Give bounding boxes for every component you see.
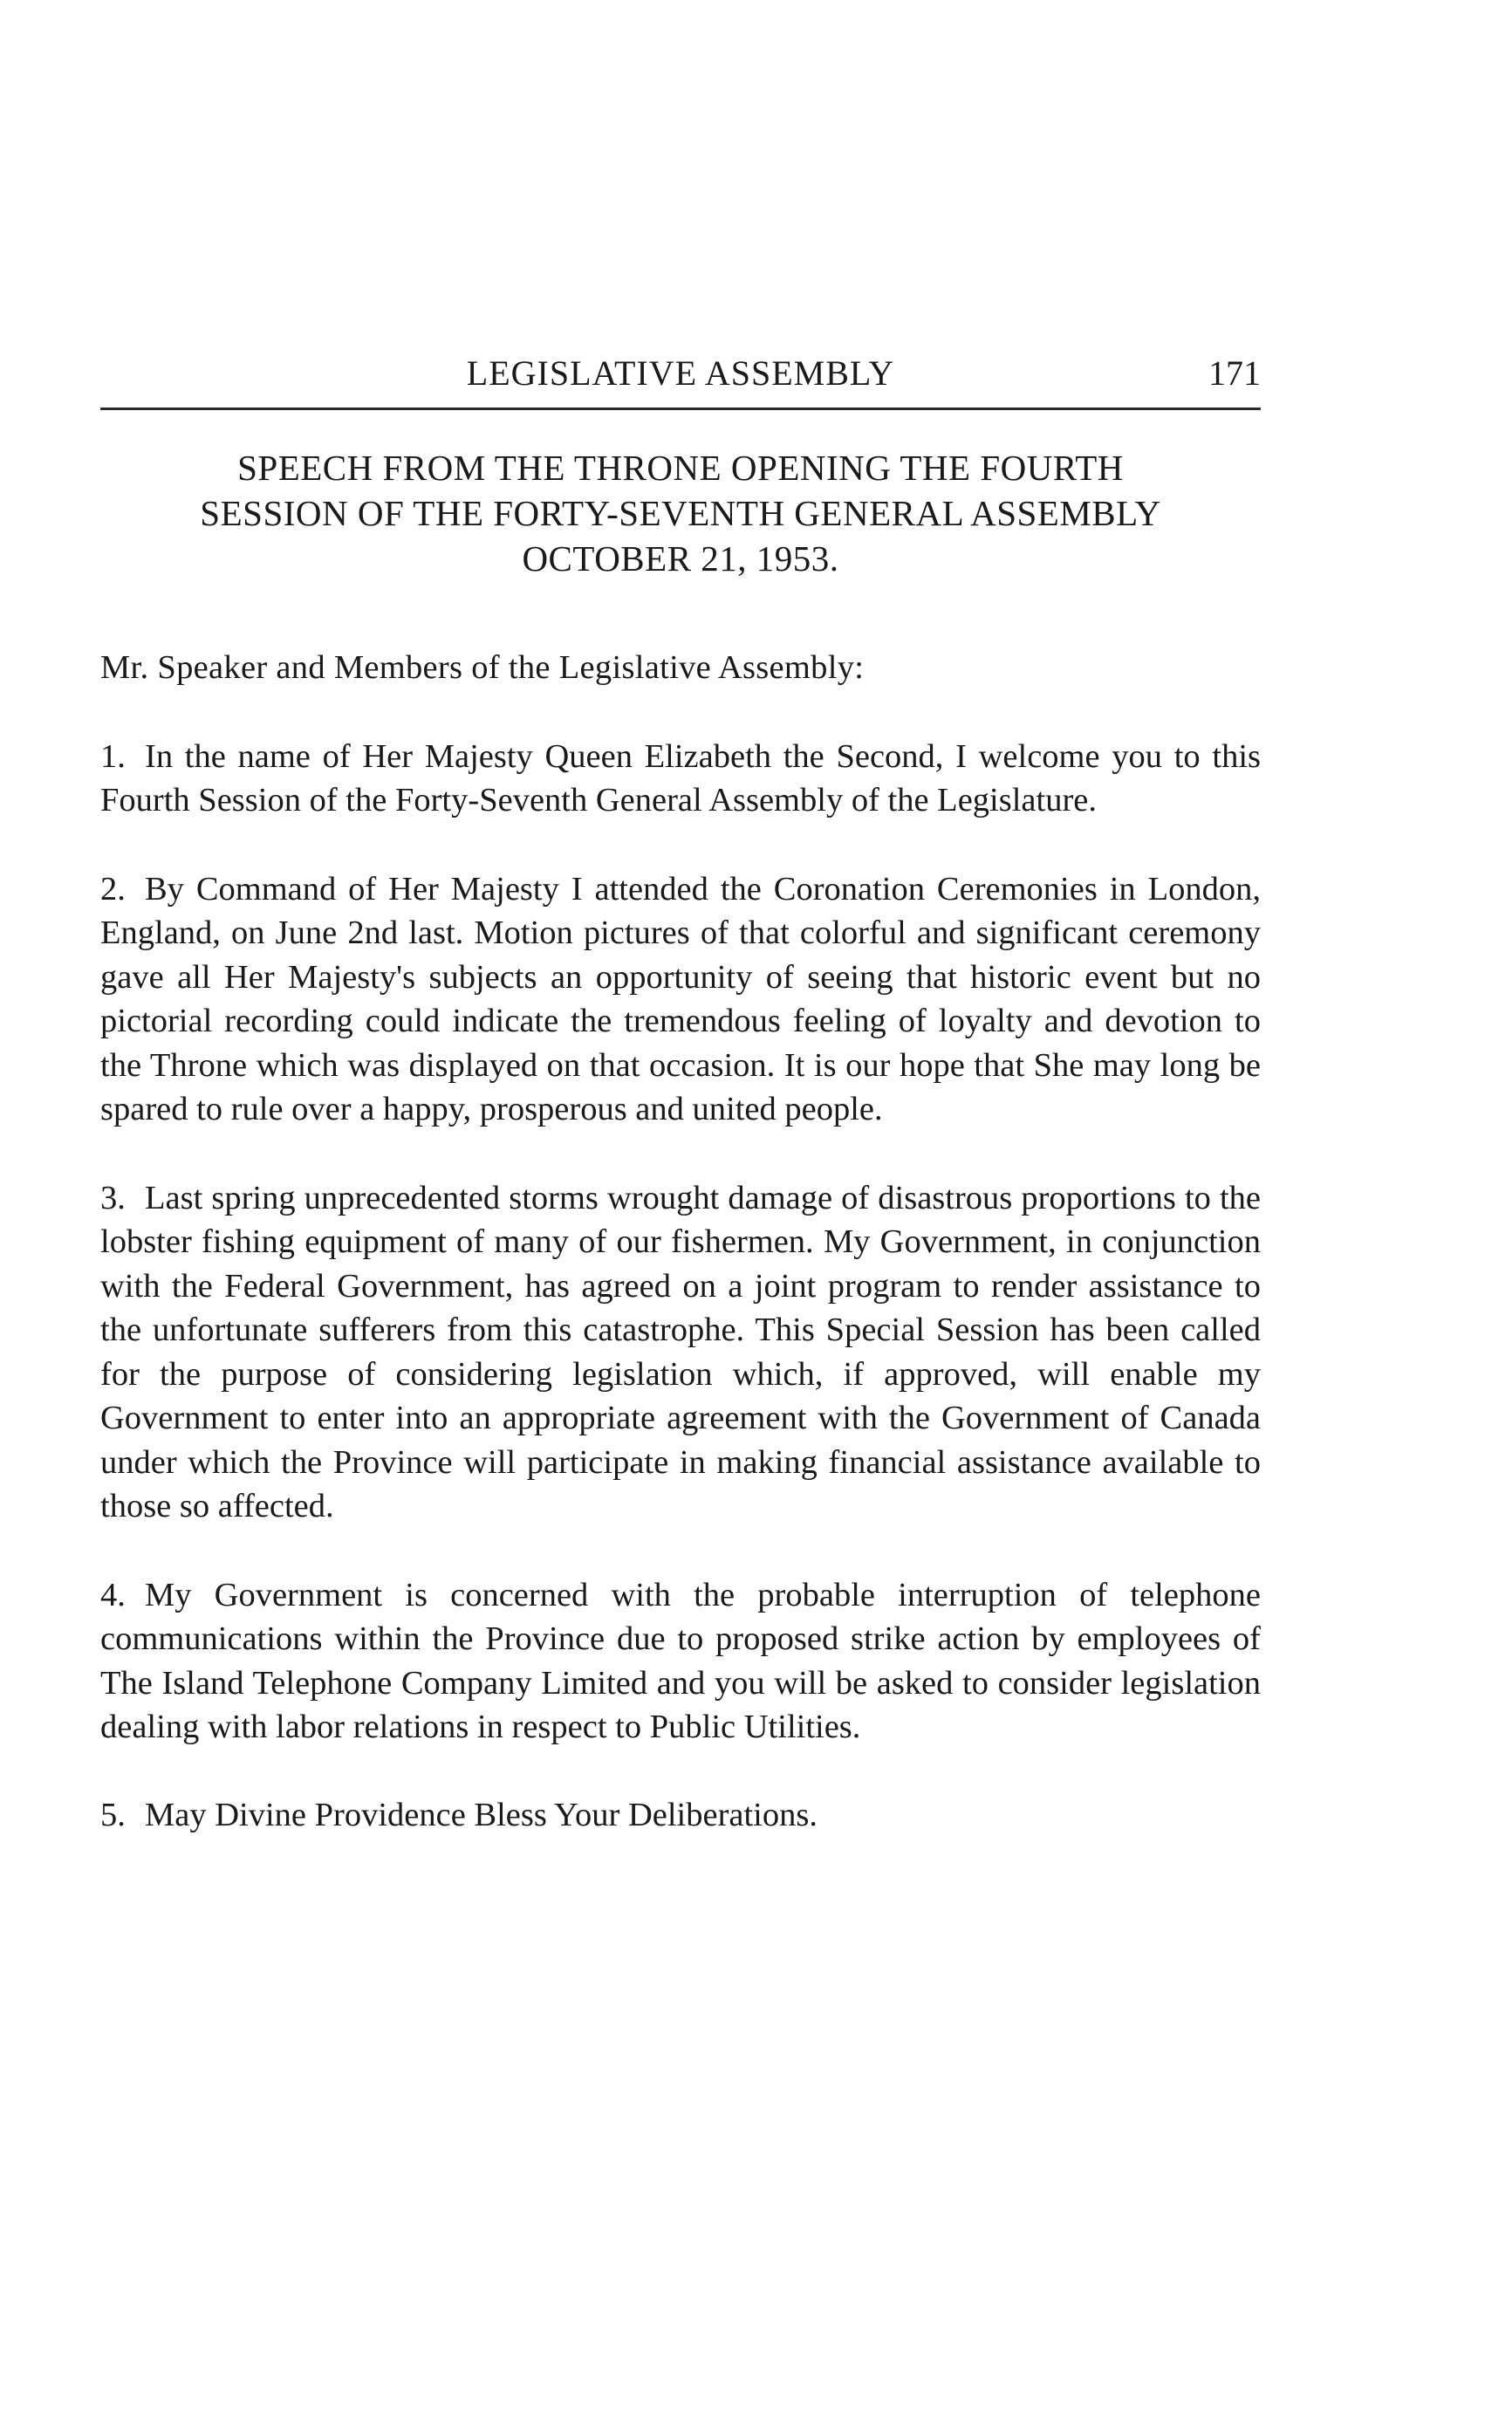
title-line-2: SESSION OF THE FORTY-SEVENTH GENERAL ASSEMBLY (200, 493, 1161, 533)
paragraph-text: May Divine Providence Bless Your Deliberations. (145, 1796, 818, 1833)
speech-body (100, 646, 1261, 1881)
paragraph-text: Last spring unprecedented storms wrought damage of disastrous proportions to the lobster fishing equipment of many of our fishermen. My Government, in conjunction with the Federal Government, has agreed on a joint program to render assistance to the unfortunate sufferers from this catastrophe. This Special Session has been called for the purpose of considering legislation which, if approved, will enable my Government to enter into an appropriate agreement with the Government of Canada under which the Province will participate in making financial assistance available to those so affected. (100, 1179, 1261, 1524)
paragraph-3 (100, 1176, 1261, 1529)
page-number: 171 (1208, 353, 1261, 393)
paragraph-5 (100, 1793, 1261, 1838)
title-line-3: OCTOBER 21, 1953. (522, 538, 839, 579)
title-line-1: SPEECH FROM THE THRONE OPENING THE FOURTH (237, 448, 1124, 488)
header-rule (100, 408, 1261, 410)
running-header (100, 349, 1261, 401)
paragraph-4 (100, 1573, 1261, 1750)
speech-title (100, 445, 1261, 581)
salutation: Mr. Speaker and Members of the Legislative Assembly: (100, 649, 865, 686)
paragraph-number: 3. (100, 1179, 126, 1216)
paragraph-text: My Government is concerned with the probable interruption of telephone communications within the Province due to proposed strike action by employees of The Island Telephone Company Limited and you will be asked to consider legislation dealing with labor relations in respect to Public Utilities. (100, 1576, 1261, 1745)
paragraph-text: In the name of Her Majesty Queen Elizabeth the Second, I welcome you to this Fourth Session of the Forty-Seventh General Assembly of the Legislature. (100, 737, 1261, 819)
paragraph-number: 5. (100, 1796, 126, 1833)
running-title: LEGISLATIVE ASSEMBLY (466, 353, 895, 393)
paragraph-number: 4. (100, 1576, 126, 1613)
paragraph-1 (100, 735, 1261, 823)
paragraph-text: By Command of Her Majesty I attended the Coronation Ceremonies in London, England, on June 2nd last. Motion pictures of that colorful and significant ceremony gave all Her Majesty's subjects an opportunity of seeing that historic event but no pictorial recording could indicate the tremendous feeling of loyalty and devotion to the Throne which was displayed on that occasion. It is our hope that She may long be spared to rule over a happy, prosperous and united people. (100, 870, 1261, 1127)
paragraph-2 (100, 867, 1261, 1132)
paragraph-number: 2. (100, 870, 126, 908)
paragraph-number: 1. (100, 737, 126, 775)
